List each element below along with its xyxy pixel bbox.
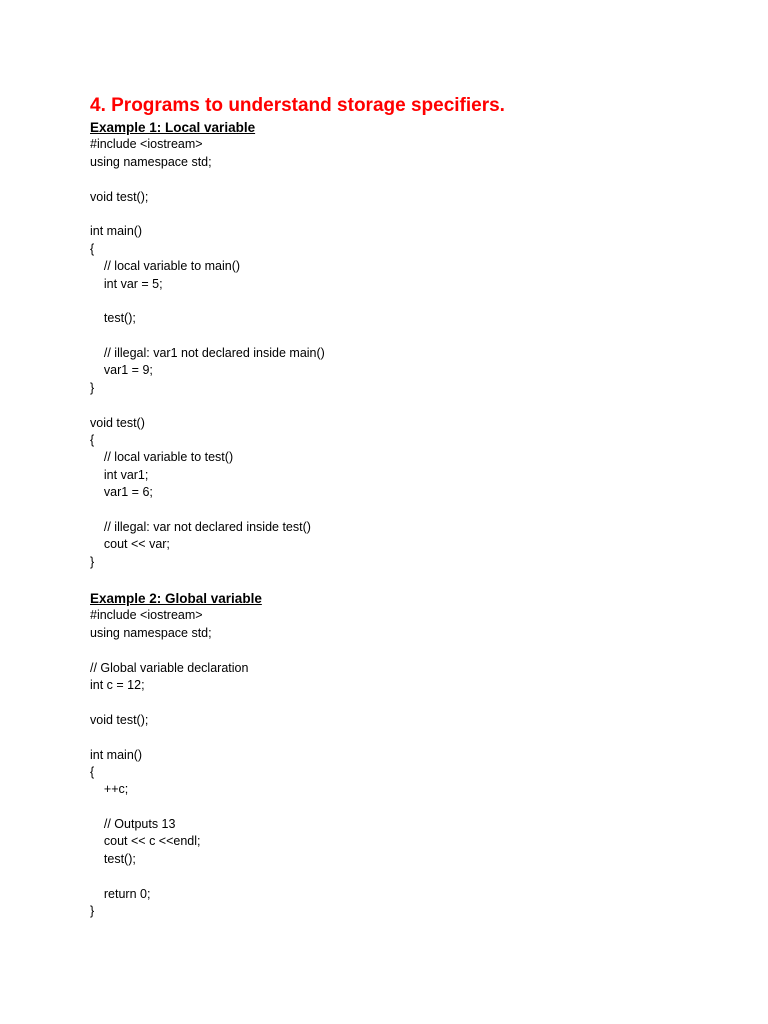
code-line: }: [90, 904, 95, 919]
code-line: [90, 293, 690, 310]
code-line: cout << var;: [90, 537, 170, 552]
code-line: }: [90, 554, 95, 569]
code-line: {: [90, 764, 95, 779]
code-block: [90, 607, 690, 920]
code-line: void test(): [90, 415, 145, 430]
code-line: return 0;: [90, 886, 151, 901]
code-line: var1 = 6;: [90, 485, 153, 500]
code-line: [90, 397, 690, 414]
code-line: test();: [90, 851, 136, 866]
code-line: // local variable to main(): [90, 259, 241, 274]
code-line: [90, 328, 690, 345]
code-line: // illegal: var not declared inside test(): [90, 519, 311, 534]
code-line: [90, 502, 690, 519]
code-line: [90, 729, 690, 746]
code-line: {: [90, 433, 95, 448]
code-line: void test();: [90, 712, 149, 727]
code-block: [90, 136, 690, 571]
code-line: [90, 171, 690, 188]
code-line: int main(): [90, 747, 143, 762]
code-line: test();: [90, 311, 136, 326]
code-line: int c = 12;: [90, 677, 145, 692]
example-section-local-variable: [90, 119, 690, 571]
example-title: Example 2: Global variable: [90, 591, 262, 606]
code-line: }: [90, 380, 95, 395]
code-line: var1 = 9;: [90, 363, 153, 378]
example-title: Example 1: Local variable: [90, 120, 256, 135]
page-heading: 4. Programs to understand storage specifiers.: [90, 95, 505, 116]
code-line: {: [90, 241, 95, 256]
code-line: void test();: [90, 189, 149, 204]
code-line: using namespace std;: [90, 625, 212, 640]
code-line: using namespace std;: [90, 154, 212, 169]
code-line: // illegal: var1 not declared inside main(): [90, 346, 325, 361]
code-line: int var = 5;: [90, 276, 163, 291]
code-line: [90, 799, 690, 816]
code-line: // Outputs 13: [90, 817, 176, 832]
code-line: cout << c <<endl;: [90, 834, 201, 849]
code-line: [90, 206, 690, 223]
example-section-global-variable: [90, 590, 690, 920]
code-line: int main(): [90, 224, 143, 239]
code-line: [90, 642, 690, 659]
code-line: #include <iostream>: [90, 608, 203, 623]
code-line: ++c;: [90, 782, 129, 797]
code-line: [90, 868, 690, 885]
code-line: // Global variable declaration: [90, 660, 249, 675]
code-line: #include <iostream>: [90, 137, 203, 152]
code-line: int var1;: [90, 467, 149, 482]
code-line: [90, 694, 690, 711]
code-line: // local variable to test(): [90, 450, 234, 465]
